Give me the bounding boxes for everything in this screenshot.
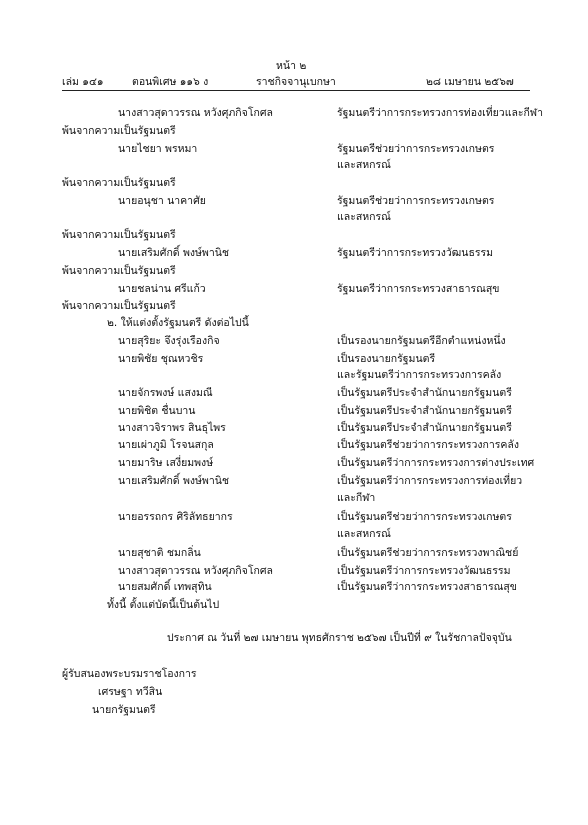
gazette-date: ๒๘ เมษายน ๒๕๖๗ xyxy=(426,76,514,88)
appointed-position: และรัฐมนตรีว่าการกระทรวงการคลัง xyxy=(337,369,502,381)
appointed-name: นายพิชิต ชื่นบาน xyxy=(118,405,196,417)
appointed-name: นายเผ่าภูมิ โรจนสกุล xyxy=(118,439,214,451)
removed-name: นายอนุชา นาคาศัย xyxy=(118,195,206,207)
appointed-position: และกีฬา xyxy=(337,492,376,504)
appointed-name: นายสมศักดิ์ เทพสุทิน xyxy=(118,581,212,593)
removed-name: นายชลน่าน ศรีแก้ว xyxy=(118,283,206,295)
appointed-name: นายพิชัย ชุณหวชิร xyxy=(118,353,204,365)
appointed-position: เป็นรัฐมนตรีว่าการกระทรวงวัฒนธรรม xyxy=(337,565,511,577)
appointed-position: และสหกรณ์ xyxy=(337,528,391,540)
removed-label: พ้นจากความเป็นรัฐมนตรี xyxy=(62,177,176,189)
page-number: หน้า ๒ xyxy=(276,60,307,72)
appointed-position: เป็นรัฐมนตรีช่วยว่าการกระทรวงพาณิชย์ xyxy=(337,547,519,559)
removed-position: รัฐมนตรีว่าการกระทรวงการท่องเที่ยวและกีฬา xyxy=(337,107,543,119)
appointed-name: นายสุริยะ จึงรุ่งเรืองกิจ xyxy=(118,335,220,347)
effective-clause: ทั้งนี้ ตั้งแต่บัดนี้เป็นต้นไป xyxy=(107,599,220,611)
appointed-name: นายเสริมศักดิ์ พงษ์พานิช xyxy=(118,475,230,487)
removed-name: นายไชยา พรหมา xyxy=(118,143,198,155)
appointed-name: นายจักรพงษ์ แสงมณี xyxy=(118,387,213,399)
removed-position: และสหกรณ์ xyxy=(337,159,391,171)
appointed-name: นายอรรถกร ศิริลัทธยากร xyxy=(118,511,233,523)
appointed-position: เป็นรองนายกรัฐมนตรีอีกตำแหน่งหนึ่ง xyxy=(337,335,506,347)
header-rule xyxy=(62,90,530,91)
countersign-line: ผู้รับสนองพระบรมราชโองการ xyxy=(62,668,197,680)
signatory-title: นายกรัฐมนตรี xyxy=(92,704,156,716)
appointed-name: นางสาวสุดาวรรณ หวังศุภกิจโกศล xyxy=(118,565,273,577)
appointed-name: นายสุชาติ ชมกลิ่น xyxy=(118,547,201,559)
removed-position: รัฐมนตรีช่วยว่าการกระทรวงเกษตร xyxy=(337,143,495,155)
appointed-position: เป็นรัฐมนตรีว่าการกระทรวงการต่างประเทศ xyxy=(337,457,535,469)
appointed-position: เป็นรองนายกรัฐมนตรี xyxy=(337,353,436,365)
removed-label: พ้นจากความเป็นรัฐมนตรี xyxy=(62,229,176,241)
gazette-section: ตอนพิเศษ ๑๑๖ ง xyxy=(132,76,209,88)
removed-label: พ้นจากความเป็นรัฐมนตรี xyxy=(62,300,176,312)
removed-position: รัฐมนตรีช่วยว่าการกระทรวงเกษตร xyxy=(337,195,495,207)
appointed-position: เป็นรัฐมนตรีประจำสำนักนายกรัฐมนตรี xyxy=(337,422,512,434)
removed-position: และสหกรณ์ xyxy=(337,211,391,223)
gazette-name: ราชกิจจานุเบกษา xyxy=(256,76,336,88)
removed-position: รัฐมนตรีว่าการกระทรวงสาธารณสุข xyxy=(337,283,500,295)
appointed-position: เป็นรัฐมนตรีช่วยว่าการกระทรวงเกษตร xyxy=(337,511,512,523)
gazette-volume: เล่ม ๑๔๑ xyxy=(62,76,104,88)
appointed-position: เป็นรัฐมนตรีว่าการกระทรวงสาธารณสุข xyxy=(337,581,517,593)
appointed-name: นางสาวจิราพร สินธุไพร xyxy=(118,422,226,434)
section-heading: ๒. ให้แต่งตั้งรัฐมนตรี ดังต่อไปนี้ xyxy=(107,317,249,329)
removed-label: พ้นจากความเป็นรัฐมนตรี xyxy=(62,125,176,137)
removed-position: รัฐมนตรีว่าการกระทรวงวัฒนธรรม xyxy=(337,247,494,259)
appointed-position: เป็นรัฐมนตรีประจำสำนักนายกรัฐมนตรี xyxy=(337,405,512,417)
removed-name: นายเสริมศักดิ์ พงษ์พานิช xyxy=(118,247,230,259)
appointed-position: เป็นรัฐมนตรีประจำสำนักนายกรัฐมนตรี xyxy=(337,387,512,399)
announcement-date: ประกาศ ณ วันที่ ๒๗ เมษายน พุทธศักราช ๒๕๖๗ เป็นปีที่ ๙ ในรัชกาลปัจจุบัน xyxy=(167,632,512,644)
appointed-position: เป็นรัฐมนตรีว่าการกระทรวงการท่องเที่ยว xyxy=(337,475,523,487)
removed-name: นางสาวสุดาวรรณ หวังศุภกิจโกศล xyxy=(118,107,273,119)
signatory-name: เศรษฐา ทวีสิน xyxy=(98,686,163,698)
appointed-name: นายมาริษ เสงี่ยมพงษ์ xyxy=(118,457,214,469)
removed-label: พ้นจากความเป็นรัฐมนตรี xyxy=(62,265,176,277)
appointed-position: เป็นรัฐมนตรีช่วยว่าการกระทรวงการคลัง xyxy=(337,439,519,451)
